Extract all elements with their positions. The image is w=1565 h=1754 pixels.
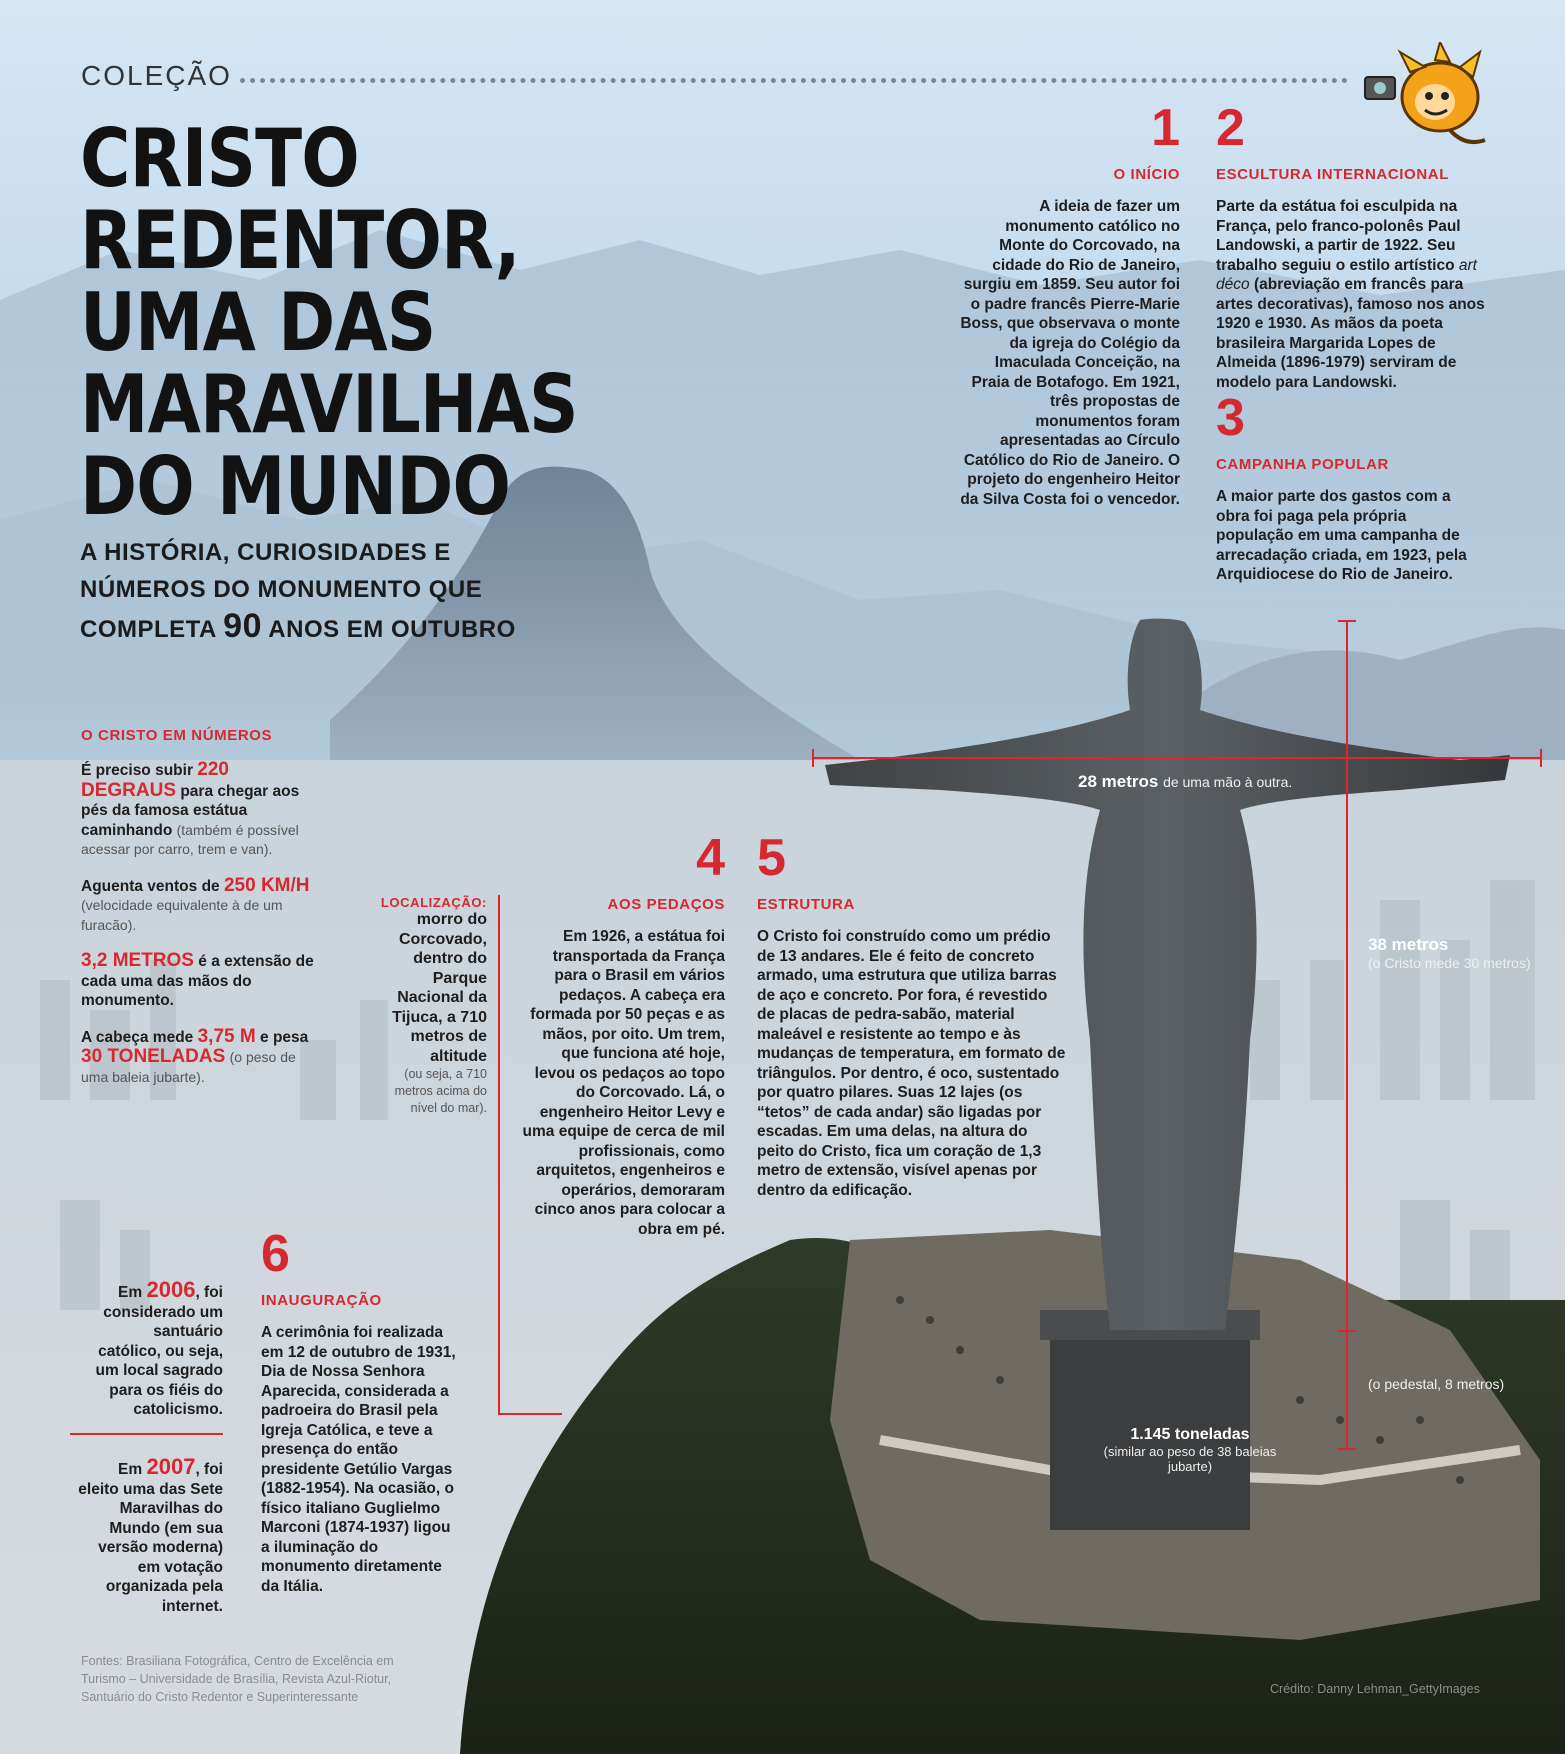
section-4 xyxy=(520,829,725,1239)
main-title xyxy=(80,112,578,533)
section-1 xyxy=(960,99,1180,509)
section-4-heading: AOS PEDAÇOS xyxy=(607,896,725,913)
numbers-wind: Aguenta ventos de 250 KM/H (velocidade equivalente à de um furacão). xyxy=(81,874,310,933)
section-6-text: A cerimônia foi realizada em 12 de outubro de 1931, Dia de Nossa Senhora Aparecida, considerada a padroeira do Brasil pela Igreja Católica, e teve a presença do então presidente Getúlio Vargas (1882-1954). Na ocasião, o físico italiano Guglielmo Marconi (1874-1937) ligou a iluminação do monumento diretamente da Itália. xyxy=(261,1324,456,1595)
section-2 xyxy=(1216,99,1496,392)
sources-note: Fontes: Brasiliana Fotográfica, Centro de Excelência em Turismo – Universidade de Brasília, Revista Azul-Riotur, Santuário do Cristo Redentor e Superinteressante xyxy=(81,1654,394,1704)
collection-label: COLEÇÃO xyxy=(81,60,232,91)
numbers-panel xyxy=(81,727,321,1087)
dotted-divider xyxy=(240,78,1348,83)
year-2007-value: 2007 xyxy=(146,1454,196,1479)
wind-value: 250 KM/H xyxy=(223,874,310,896)
section-3-heading: CAMPANHA POPULAR xyxy=(1216,456,1389,473)
photo-credit: Crédito: Danny Lehman_GettyImages xyxy=(1270,1682,1480,1696)
section-6-number: 6 xyxy=(261,1225,290,1283)
section-1-text: A ideia de fazer um monumento católico no Monte do Corcovado, na cidade do Rio de Janeiro, surgiu em 1859. Seu autor foi o padre francês Pierre-Marie Boss, que observava o monte da igreja do Colégio da Imaculada Conceição, na Praia de Botafogo. Em 1921, três propostas de monumentos foram apresentadas ao Círculo Católico do Rio de Janeiro. O projeto do engenheiro Heitor da Silva Costa foi o vencedor. xyxy=(960,198,1180,508)
numbers-head: A cabeça mede 3,75 M e pesa 30 TONELADAS (o peso de uma baleia jubarte). xyxy=(81,1025,309,1085)
year-2006: Em 2006, foi considerado um santuário católico, ou seja, um local sagrado para os fiéis do catolicismo. xyxy=(95,1277,223,1418)
location-panel xyxy=(370,895,487,1117)
numbers-heading: O CRISTO EM NÚMEROS xyxy=(81,727,273,744)
hands-value: 3,2 METROS xyxy=(81,950,194,971)
location-bracket-line xyxy=(498,895,500,1415)
section-3 xyxy=(1216,389,1486,585)
section-1-number: 1 xyxy=(1151,99,1180,157)
arm-span-tick-left xyxy=(812,749,814,767)
section-5-number: 5 xyxy=(757,829,786,887)
arm-span-label: 28 metros de uma mão à outra. xyxy=(1078,772,1293,791)
section-3-text: A maior parte dos gastos com a obra foi paga pela própria população em uma campanha de arrecadação criada, em 1923, pela Arquidiocese do Rio de Janeiro. xyxy=(1216,488,1467,583)
arm-span-line xyxy=(812,757,1542,759)
section-5-text: O Cristo foi construído como um prédio de 13 andares. Ele é feito de concreto armado, uma estrutura que utiliza barras de aço e concreto. Por fora, é revestido de placas de pedra-sabão, material maleável e resistente ao tempo e às mudanças de temperatura, em formato de triângulos. Por dentro, é oco, sustentado por quatro pilares. Suas 12 lajes (os “tetos” de cada andar) são ligadas por escadas. Em uma delas, na altura do peito do Cristo, fica um coração de 1,3 metro de extensão, visível apenas por dentro da edificação. xyxy=(757,928,1066,1199)
subtitle-line-3: COMPLETA 90 ANOS EM OUTUBRO xyxy=(80,607,516,645)
steps-value: 220 DEGRAUS xyxy=(81,759,229,801)
height-label: 38 metros (o Cristo mede 30 metros) xyxy=(1368,935,1531,971)
height-line xyxy=(1346,620,1348,1450)
numbers-hands: 3,2 METROS é a extensão de cada uma das mãos do monumento. xyxy=(81,950,314,1009)
head-weight-value: 30 TONELADAS xyxy=(81,1046,226,1067)
section-2-text: Parte da estátua foi esculpida na França, pelo franco-polonês Paul Landowski, a partir de 1922. Seu trabalho seguiu o estilo artístico art déco (abreviação em francês para artes decorativas), famoso nos anos 1920 e 1930. As mãos da poeta brasileira Margarida Lopes de Almeida (1896-1979) serviram de modelo para Landowski. xyxy=(1216,198,1485,391)
title-line-4: MARAVILHAS xyxy=(80,358,578,451)
art-deco-term: art déco xyxy=(1216,256,1477,293)
section-6 xyxy=(261,1225,456,1596)
section-1-heading: O INÍCIO xyxy=(1113,166,1180,183)
location-label: LOCALIZAÇÃO: xyxy=(380,895,487,910)
subtitle-years: 90 xyxy=(223,607,262,645)
section-2-heading: ESCULTURA INTERNACIONAL xyxy=(1216,166,1449,183)
section-3-number: 3 xyxy=(1216,389,1245,447)
section-5-heading: ESTRUTURA xyxy=(757,896,855,913)
title-line-5: DO MUNDO xyxy=(80,440,511,533)
height-tick-bottom xyxy=(1338,1448,1356,1450)
subtitle-line-1: A HISTÓRIA, CURIOSIDADES E xyxy=(80,539,451,566)
height-tick-top xyxy=(1338,620,1356,622)
title-line-3: UMA DAS xyxy=(80,276,436,369)
section-6-heading: INAUGURAÇÃO xyxy=(261,1292,382,1309)
arm-span-tick-right xyxy=(1540,749,1542,767)
location-note: (ou seja, a 710 metros acima do nível do mar). xyxy=(394,1067,487,1115)
title-line-2: REDENTOR, xyxy=(80,194,520,287)
section-5 xyxy=(757,829,1067,1200)
head-size-value: 3,75 M xyxy=(197,1025,256,1047)
height-tick-mid xyxy=(1338,1330,1356,1332)
section-2-number: 2 xyxy=(1216,99,1245,157)
year-2007: Em 2007, foi eleito uma das Sete Maravilhas do Mundo (em sua versão moderna) em votação organizada pela internet. xyxy=(78,1454,223,1615)
year-2006-value: 2006 xyxy=(146,1277,196,1302)
subtitle-line-2: NÚMEROS DO MONUMENTO QUE xyxy=(80,576,483,603)
section-4-text: Em 1926, a estátua foi transportada da França para o Brasil em vários pedaços. A cabeça era formada por 50 peças e as mãos, por oito. Um trem, que funciona até hoje, levou os pedaços ao topo do Corcovado. Lá, o engenheiro Heitor Levy e uma equipe de cerca de mil profissionais, como arquitetos, engenheiros e operários, demoraram cinco anos para colocar a obra em pé. xyxy=(522,928,725,1238)
years-divider xyxy=(70,1433,223,1435)
weight-label: 1.145 toneladas (similar ao peso de 38 baleias jubarte) xyxy=(1103,1426,1277,1474)
pedestal-label: (o pedestal, 8 metros) xyxy=(1368,1376,1505,1392)
subtitle xyxy=(80,534,600,648)
section-4-number: 4 xyxy=(696,829,725,887)
title-line-1: CRISTO xyxy=(80,112,359,205)
location-text: morro do Corcovado, dentro do Parque Nacional da Tijuca, a 710 metros de altitude xyxy=(392,911,487,1065)
location-bracket-foot xyxy=(498,1413,562,1415)
numbers-steps: É preciso subir 220 DEGRAUS para chegar aos pés da famosa estátua caminhando (também é possível acessar por carro, trem e van). xyxy=(81,759,300,857)
